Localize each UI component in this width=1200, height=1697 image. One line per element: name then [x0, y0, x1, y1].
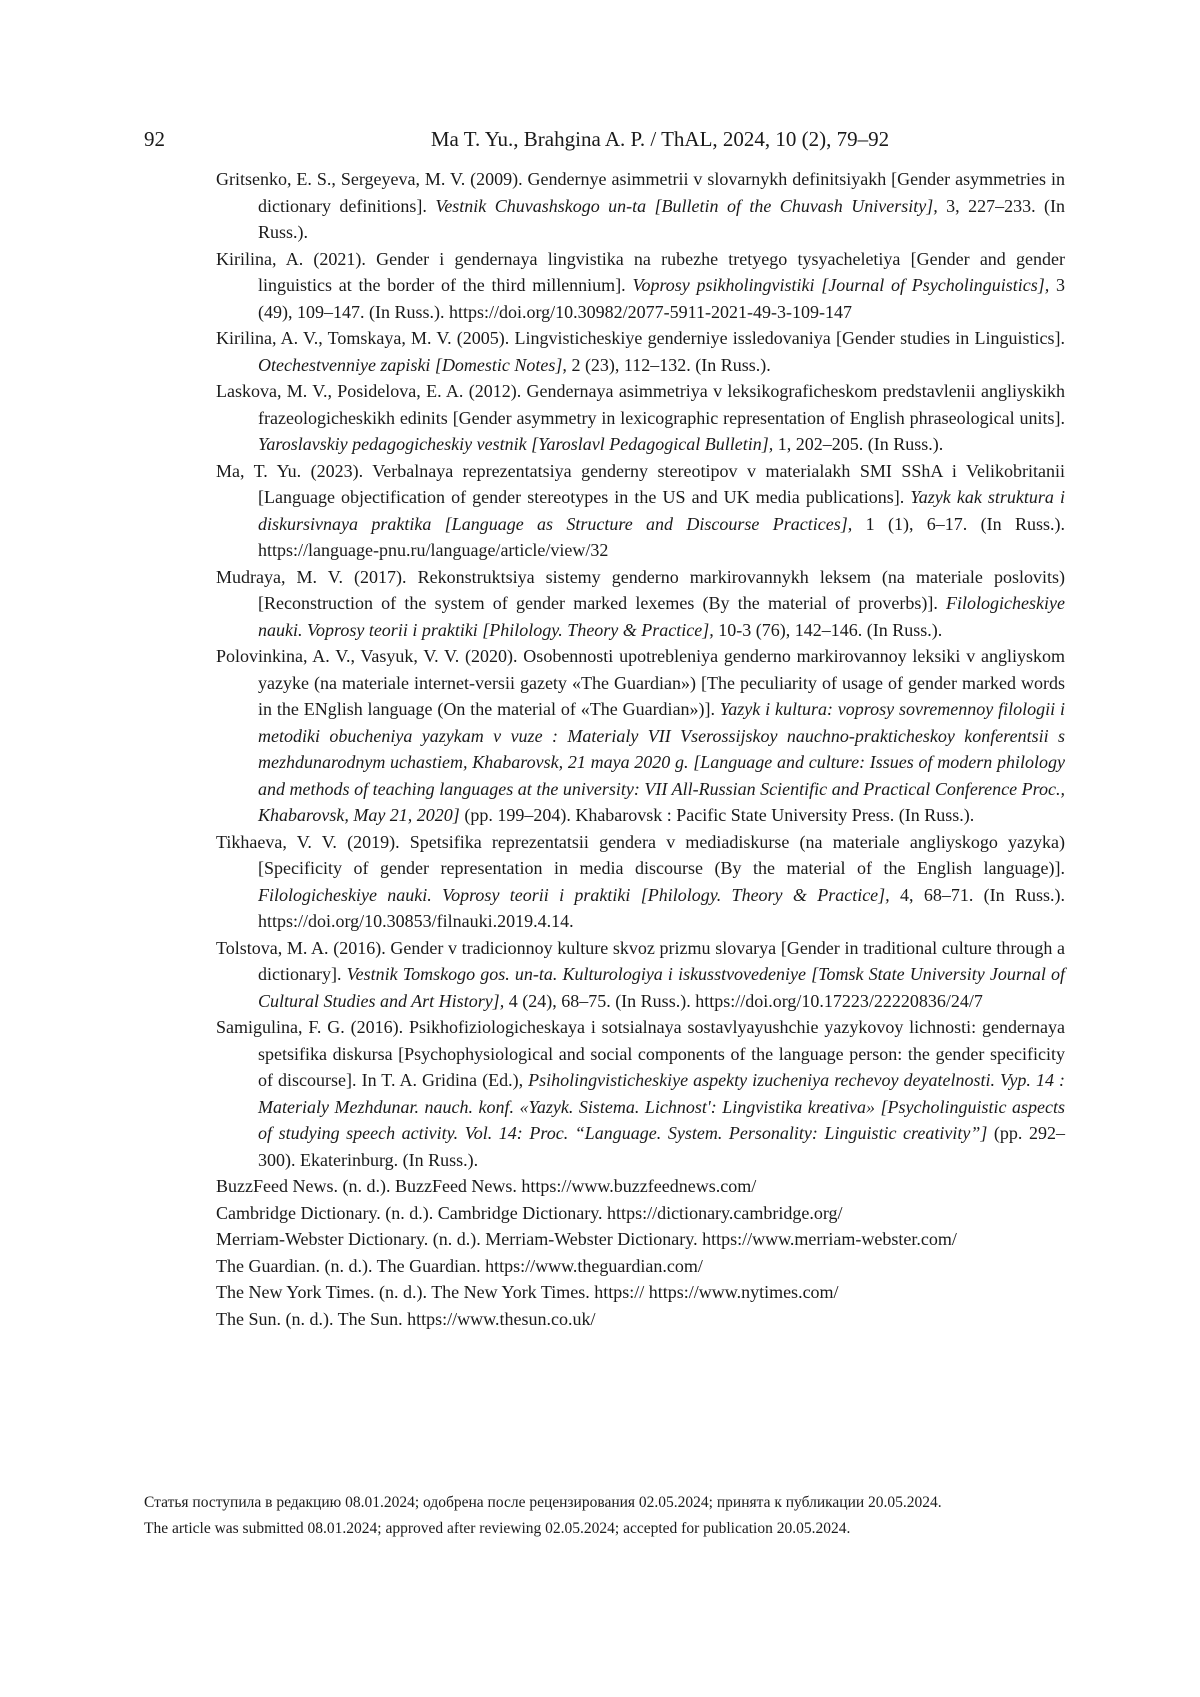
reference-entry	[216, 1306, 1065, 1333]
reference-details: (pp. 199–204). Khabarovsk : Pacific State University Press. (In Russ.).	[459, 805, 975, 825]
reference-source: Vestnik Chuvashskogo un-ta [Bulletin of the Chuvash University],	[435, 195, 938, 216]
reference-entry	[216, 1279, 1065, 1306]
reference-text: The Sun. (n. d.). The Sun. https://www.thesun.co.uk/	[216, 1308, 596, 1329]
reference-source: Yazyk i kultura: voprosy sovremennoy filologii i metodiki obucheniya yazykam v vuze : Materialy VII Vserossijskoy nauchno-prakticheskoy konferentsii s mezhdunarodnym uchastiem, Khabarovsk, 21 maya 2020 g. [Language and culture: Issues of modern philology and methods of teaching languages at the university: VII All-Russian Scientific and Practical Conference Proc., Khabarovsk, May 21, 2020]	[258, 699, 1065, 825]
reference-text: Samigulina, F. G. (2016). Psikhofiziologicheskaya i sotsialnaya sostavlyayushchie yazykovoy lichnosti: gendernaya spetsifika diskursa [Psychophysiological and social components of the language person: the gender specificity of discourse]. In T. A. Gridina (Ed.),	[216, 1017, 1065, 1090]
reference-source: Filologicheskiye nauki. Voprosy teorii i praktiki [Philology. Theory & Practice],	[258, 593, 1065, 640]
reference-entry	[216, 325, 1065, 378]
reference-details: (pp. 292–300). Ekaterinburg. (In Russ.).	[258, 1123, 1065, 1170]
reference-text: Kirilina, A. (2021). Gender i gendernaya lingvistika na rubezhe tretyego tysyacheletiya [Gender and gender linguistics at the border of the third millennium].	[216, 248, 1065, 295]
reference-text: Merriam-Webster Dictionary. (n. d.). Merriam-Webster Dictionary. https://www.merriam-webster.com/	[216, 1229, 957, 1249]
reference-entry	[216, 1200, 1065, 1227]
reference-entry	[216, 564, 1065, 644]
reference-entry	[216, 1173, 1065, 1200]
reference-entry	[216, 1014, 1065, 1173]
reference-entry	[216, 643, 1065, 829]
reference-details: 1, 202–205. (In Russ.).	[773, 434, 944, 454]
reference-text: Laskova, M. V., Posidelova, E. A. (2012). Gendernaya asimmetriya v leksikograficheskom predstavlenii angliyskikh frazeologicheskikh edinits [Gender asymmetry in lexicographic representation of English phraseological units].	[216, 381, 1065, 428]
reference-text: Kirilina, A. V., Tomskaya, M. V. (2005). Lingvisticheskiye genderniye issledovaniya [Gender studies in Linguistics].	[216, 328, 1065, 348]
reference-details: 2 (23), 112–132. (In Russ.).	[566, 354, 771, 375]
reference-text: BuzzFeed News. (n. d.). BuzzFeed News. https://www.buzzfeednews.com/	[216, 1176, 757, 1196]
reference-text: Cambridge Dictionary. (n. d.). Cambridge Dictionary. https://dictionary.cambridge.org/	[216, 1202, 843, 1223]
reference-details: 3 (49), 109–147. (In Russ.). https://doi.org/10.30982/2077-5911-2021-49-3-109-147	[258, 275, 1065, 322]
reference-source: Otechestvenniye zapiski [Domestic Notes],	[258, 354, 567, 375]
reference-entry	[216, 378, 1065, 458]
reference-source: Yaroslavskiy pedagogicheskiy vestnik [Yaroslavl Pedagogical Bulletin],	[258, 434, 774, 454]
reference-details: 4 (24), 68–75. (In Russ.). https://doi.org/10.17223/22220836/24/7	[504, 990, 983, 1011]
reference-text: The Guardian. (n. d.). The Guardian. https://www.theguardian.com/	[216, 1255, 703, 1276]
reference-source: Vestnik Tomskogo gos. un-ta. Kulturologiya i iskusstvovedeniye [Tomsk State University Journal of Cultural Studies and Art History],	[258, 964, 1065, 1011]
submission-note-ru: Статья поступила в редакцию 08.01.2024; одобрена после рецензирования 02.05.2024; принята к публикации 20.05.2024.	[144, 1494, 942, 1511]
submission-footnote	[144, 1490, 1104, 1542]
reference-text: The New York Times. (n. d.). The New York Times. https:// https://www.nytimes.com/	[216, 1282, 839, 1302]
reference-source: Yazyk kak struktura i diskursivnaya praktika [Language as Structure and Discourse Practices],	[258, 487, 1066, 534]
reference-text: Tolstova, M. A. (2016). Gender v tradicionnoy kulture skvoz prizmu slovarya [Gender in traditional culture through a dictionary].	[216, 937, 1065, 984]
reference-details: 3, 227–233. (In Russ.).	[258, 195, 1065, 242]
reference-text: Polovinkina, A. V., Vasyuk, V. V. (2020). Osobennosti upotrebleniya genderno markirovannoy leksiki v angliyskom yazyke (na materiale internet-versii gazety «The Guardian») [The peculiarity of usage of gender marked words in the ENglish language (On the material of «The Guardian»)].	[216, 646, 1065, 719]
reference-text: Ma, T. Yu. (2023). Verbalnaya reprezentatsiya genderny stereotipov v materialakh SMI SShA i Velikobritanii [Language objectification of gender stereotypes in the US and UK media publications].	[216, 460, 1065, 507]
reference-list	[216, 166, 1065, 1332]
reference-details: 1 (1), 6–17. (In Russ.). https://language-pnu.ru/language/article/view/32	[258, 513, 1065, 560]
reference-entry	[216, 829, 1065, 935]
running-header: Ma T. Yu., Brahgina A. P. / ThAL, 2024, 10 (2), 79–92	[430, 127, 890, 151]
reference-entry	[216, 166, 1065, 246]
reference-text: Tikhaeva, V. V. (2019). Spetsifika reprezentatsii gendera v mediadiskurse (na materiale angliyskogo yazyka) [Specificity of gender representation in media discourse (By the material of the English language)].	[216, 831, 1065, 878]
reference-source: Filologicheskiye nauki. Voprosy teorii i praktiki [Philology. Theory & Practice],	[258, 884, 890, 905]
reference-entry	[216, 1226, 1065, 1253]
reference-text: Mudraya, M. V. (2017). Rekonstruktsiya sistemy genderno markirovannykh leksem (na materiale poslovits) [Reconstruction of the system of gender marked lexemes (By the material of proverbs)].	[216, 566, 1065, 613]
reference-source: Psiholingvisticheskiye aspekty izucheniya rechevoy deyatelnosti. Vyp. 14 : Materialy Mezhdunar. nauch. konf. «Yazyk. Sistema. Lichnost': Lingvistika kreativa» [Psycholinguistic aspects of studying speech activity. Vol. 14: Proc. “Language. System. Personality: Linguistic creativity”]	[258, 1070, 1065, 1143]
reference-source: Voprosy psikholingvistiki [Journal of Psycholinguistics],	[632, 275, 1050, 295]
page-number: 92	[144, 127, 165, 151]
reference-entry	[216, 1253, 1065, 1280]
reference-details: 4, 68–71. (In Russ.). https://doi.org/10.30853/filnauki.2019.4.14.	[258, 884, 1065, 931]
reference-details: 10-3 (76), 142–146. (In Russ.).	[713, 619, 943, 640]
reference-entry	[216, 935, 1065, 1015]
reference-entry	[216, 458, 1065, 564]
reference-entry	[216, 246, 1065, 326]
submission-note-en: The article was submitted 08.01.2024; approved after reviewing 02.05.2024; accepted for publication 20.05.2024.	[144, 1520, 851, 1537]
reference-text: Gritsenko, E. S., Sergeyeva, M. V. (2009). Gendernye asimmetrii v slovarnykh definitsiyakh [Gender asymmetries in dictionary definitions].	[216, 169, 1065, 216]
